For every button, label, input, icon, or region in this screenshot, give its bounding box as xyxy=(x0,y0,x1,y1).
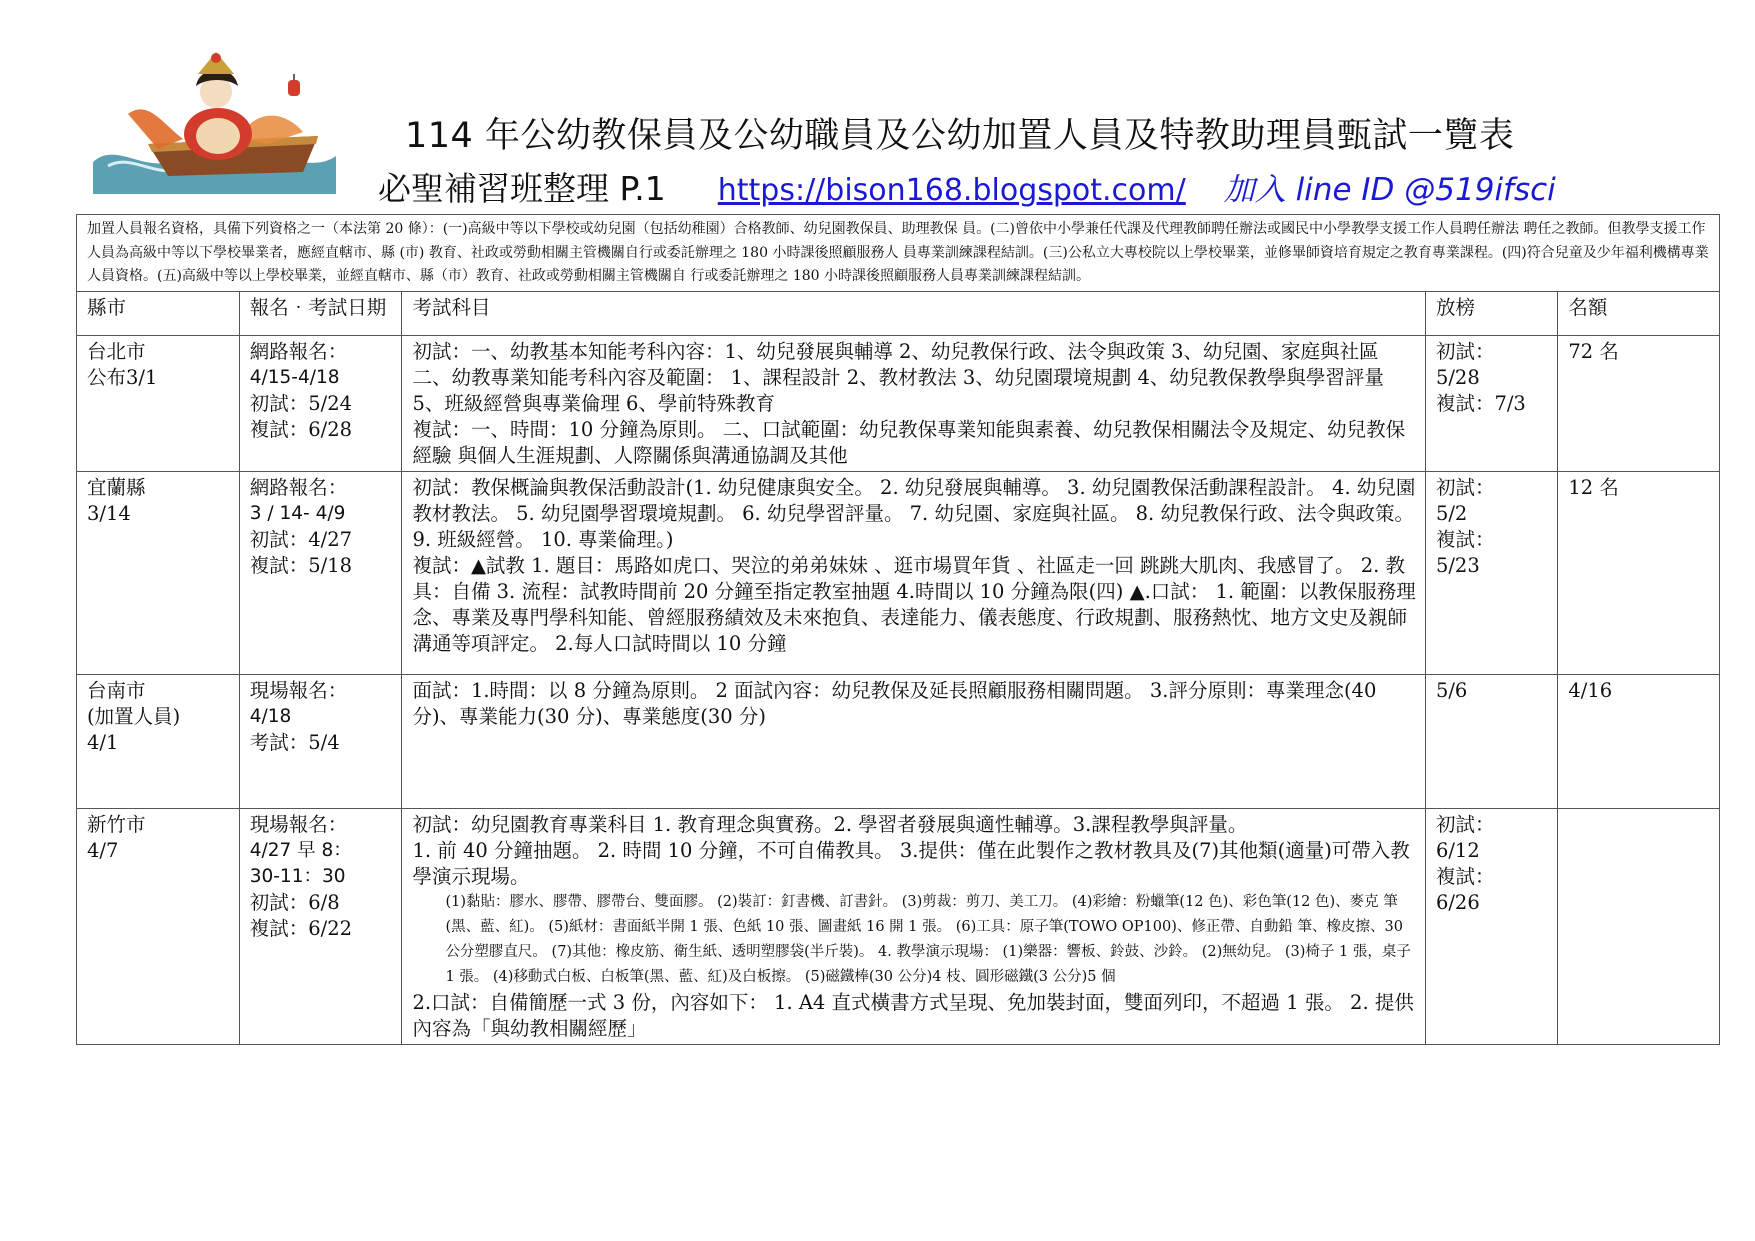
date-line: 現場報名： xyxy=(249,678,348,702)
date-line: 初試：4/27 xyxy=(249,527,353,551)
quota-cell: 4/16 xyxy=(1558,674,1720,808)
subjects-text: 初試：教保概論與教保活動設計(1. 幼兒健康與安全。 2. 幼兒發展與輔導。 3. 幼兒園教保活動課程設計。 4. 幼兒園教材教法。 5. 幼兒園學習環境規劃。 6. 幼兒學習評量。 7. 幼兒園、家庭與社區。 8. 幼兒教保行政、法令與政策。 9. 班級經營。 10. 專業倫理。) xyxy=(412,475,1416,551)
dates-cell xyxy=(239,471,402,674)
date-line: 複試：6/28 xyxy=(249,417,353,441)
result-cell xyxy=(1425,471,1557,674)
header-row xyxy=(77,291,1720,335)
subtitle-line xyxy=(378,163,1556,210)
table-row xyxy=(77,471,1720,674)
subjects-text: 初試：幼兒園教育專業科目 1. 教育理念與實務。2. 學習者發展與適性輔導。3.課程教學與評量。 xyxy=(412,812,1248,836)
requirements-row xyxy=(77,215,1720,292)
county-name: 新竹市 xyxy=(87,812,146,836)
col-county: 縣市 xyxy=(77,291,240,335)
col-result: 放榜 xyxy=(1425,291,1557,335)
result-line: 5/28 xyxy=(1435,365,1480,389)
subjects-step: 1. 前 40 分鐘抽題。 2. 時間 10 分鐘，不可自備教具。 3.提供：僅在此製作之教材教具及(7)其他類(適量)可帶入教學演示現場。 xyxy=(412,838,1410,888)
result-line: 複試：7/3 xyxy=(1435,391,1526,415)
result-line: 初試： xyxy=(1435,475,1495,499)
date-line: 網路報名： xyxy=(249,475,348,499)
subjects-oral: 2.口試：自備簡歷一式 3 份，內容如下： 1. A4 直式橫書方式呈現、免加裝封面，雙面列印，不超過 1 張。 2. 提供內容為「與幼教相關經歷」 xyxy=(412,990,1414,1040)
col-dates: 報名‧考試日期 xyxy=(239,291,402,335)
county-name: 宜蘭縣 xyxy=(87,475,146,499)
result-line: 複試： xyxy=(1435,527,1495,551)
exam-table xyxy=(76,214,1720,1045)
result-line: 初試： xyxy=(1435,339,1495,363)
subjects-text: 複試：▲試教 1. 題目：馬路如虎口、哭泣的弟弟妹妹 、逛市場買年貨 、社區走一回 跳跳大肌肉、我感冒了。 2. 教具：自備 3. 流程：試教時間前 20 分鐘至指定教室抽題 4.時間以 10 分鐘為限(四) ▲.口試： 1. 範圍：以教保服務理念、專業及專門學科知能、曾經服務績效及未來抱負、表達能力、儀表態度、行政規劃、服務熱忱、地方文史及親師溝通等項評定。 2.每人口試時間以 10 分鐘 xyxy=(412,553,1416,655)
subjects-detail: (1)黏貼：膠水、膠帶、膠帶台、雙面膠。 (2)裝訂：釘書機、訂書針。 (3)剪裁：剪刀、美工刀。 (4)彩繪：粉蠟筆(12 色)、彩色筆(12 色)、麥克 筆(黑、藍、紅)。 (5)紙材：書面紙半開 1 張、色紙 10 張、圖畫紙 16 開 1 張。 (6)工具：原子筆(TOWO OP100)、修正帶、自動鉛 筆、橡皮擦、30 公分塑膠直尺。 (7)其他：橡皮筋、衛生紙、透明塑膠袋(半斤裝)。 4. 教學演示現場： (1)樂器：響板、鈴鼓、沙鈴。 (2)無幼兒。 (3)椅子 1 張，桌子 1 張。 (4)移動式白板、白板筆(黑、藍、紅)及白板擦。 (5)磁鐵棒(30 公分)4 枝、圓形磁鐵(3 公分)5 個 xyxy=(445,893,1411,985)
county-cell xyxy=(77,674,240,808)
result-line: 複試： xyxy=(1435,864,1495,888)
date-line: 4/18 xyxy=(249,705,292,727)
dates-cell xyxy=(239,674,402,808)
col-subjects: 考試科目 xyxy=(402,291,1426,335)
table-row xyxy=(77,808,1720,1044)
dates-cell xyxy=(239,808,402,1044)
result-cell xyxy=(1425,335,1557,471)
subjects-text: 面試：1.時間：以 8 分鐘為原則。 2 面試內容：幼兒教保及延長照顧服務相關問題。 3.評分原則：專業理念(40 分)、專業能力(30 分)、專業態度(30 分) xyxy=(412,678,1377,728)
result-line: 5/6 xyxy=(1435,678,1468,702)
result-line: 5/2 xyxy=(1435,501,1468,525)
county-cell xyxy=(77,471,240,674)
date-line: 網路報名： xyxy=(249,339,348,363)
quota-cell: 12 名 xyxy=(1558,471,1720,674)
date-line: 初試：5/24 xyxy=(249,391,353,415)
requirements-text: 加置人員報名資格，具備下列資格之一（本法第 20 條）：(一)高級中等以下學校或幼兒園（包括幼稚園）合格教師、幼兒園教保員、助理教保 員。(二)曾依中小學兼任代課及代理教師聘任辦法或國民中小學教學支援工作人員聘任辦法 聘任之教師。但教學支援工作人員為高級中等以下學校畢業者，應經直轄市、縣 (市) 教育、社政或勞動相關主管機關自行或委託辦理之 180 小時課後照顧服務人 員專業訓練課程結訓。(三)公私立大專校院以上學校畢業，並修畢師資培育規定之教育專業課程。(四)符合兒童及少年福利機構專業人員資格。(五)高級中等以上學校畢業，並經直轄市、縣（市）教育、社政或勞動相關主管機關自 行或委託辦理之 180 小時課後照顧服務人員專業訓練課程結訓。 xyxy=(77,215,1720,292)
subjects-cell xyxy=(402,335,1426,471)
table-row xyxy=(77,335,1720,471)
table-row xyxy=(77,674,1720,808)
date-line: 考試：5/4 xyxy=(249,730,340,754)
date-line: 4/27 早 8： xyxy=(249,839,352,861)
county-note: 3/14 xyxy=(87,501,131,525)
county-note: (加置人員) xyxy=(87,704,181,728)
date-line: 4/15-4/18 xyxy=(249,366,340,388)
county-note: 4/7 xyxy=(87,838,119,862)
county-cell xyxy=(77,335,240,471)
line-id-text: 加入 line ID @519ifsci xyxy=(1223,172,1556,208)
result-line: 初試： xyxy=(1435,812,1495,836)
subjects-cell xyxy=(402,471,1426,674)
subjects-cell xyxy=(402,808,1426,1044)
date-line: 初試：6/8 xyxy=(249,890,340,914)
quota-cell xyxy=(1558,808,1720,1044)
blog-link[interactable]: https://bison168.blogspot.com/ xyxy=(717,173,1186,208)
result-line: 6/12 xyxy=(1435,838,1480,862)
county-name: 台南市 xyxy=(87,678,146,702)
subjects-text: 初試：一、幼教基本知能考科內容：1、幼兒發展與輔導 2、幼兒教保行政、法令與政策 3、幼兒園、家庭與社區二、幼教專業知能考科內容及範圍： 1、課程設計 2、教材教法 3、幼兒園環境規劃 4、幼兒教保教學與學習評量 5、班級經營與專業倫理 6、學前特殊教育 xyxy=(412,339,1384,415)
county-note: 公布3/1 xyxy=(87,365,158,389)
quota-cell: 72 名 xyxy=(1558,335,1720,471)
goddess-boat-logo xyxy=(88,44,338,194)
col-quota: 名額 xyxy=(1558,291,1720,335)
date-line: 3 / 14- 4/9 xyxy=(249,502,346,524)
subjects-cell xyxy=(402,674,1426,808)
dates-cell xyxy=(239,335,402,471)
date-line: 複試：5/18 xyxy=(249,553,353,577)
result-line: 5/23 xyxy=(1435,553,1480,577)
result-cell xyxy=(1425,808,1557,1044)
county-name: 台北市 xyxy=(87,339,146,363)
result-cell xyxy=(1425,674,1557,808)
date-line: 複試：6/22 xyxy=(249,916,353,940)
county-cell xyxy=(77,808,240,1044)
subjects-text: 複試：一、時間：10 分鐘為原則。 二、口試範圍：幼兒教保專業知能與素養、幼兒教保相關法令及規定、幼兒教保經驗 與個人生涯規劃、人際關係與溝通協調及其他 xyxy=(412,417,1406,467)
county-note: 4/1 xyxy=(87,730,119,754)
subtitle: 必聖補習班整理 P.1 xyxy=(378,169,666,208)
date-line: 30-11：30 xyxy=(249,865,346,887)
date-line: 現場報名： xyxy=(249,812,348,836)
page-title: 114 年公幼教保員及公幼職員及公幼加置人員及特教助理員甄試一覽表 xyxy=(405,116,1515,156)
result-line: 6/26 xyxy=(1435,890,1480,914)
